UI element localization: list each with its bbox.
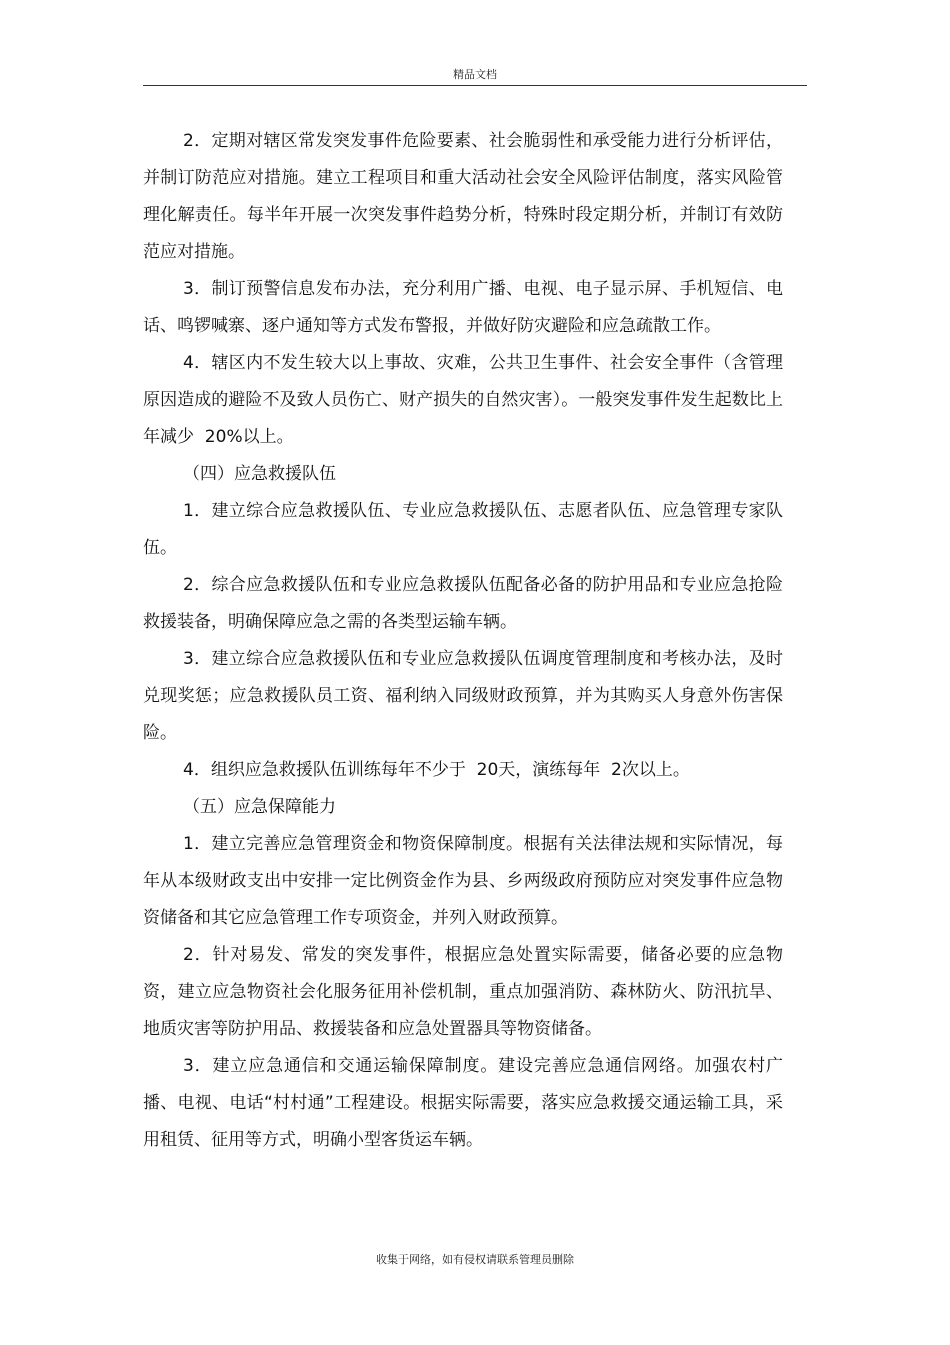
paragraph-team-training: 4．组织应急救援队伍训练每年不少于 20天，演练每年 2次以上。 bbox=[183, 760, 690, 780]
section-heading-support-capacity: （五）应急保障能力 bbox=[183, 797, 336, 817]
page-header: 精品文档 bbox=[453, 68, 497, 81]
section-heading-rescue-teams: （四）应急救援队伍 bbox=[183, 464, 336, 484]
header-divider bbox=[143, 85, 807, 86]
page-footer: 收集于网络，如有侵权请联系管理员删除 bbox=[376, 1253, 574, 1266]
paragraph-risk-assessment: 2．定期对辖区常发突发事件危险要素、社会脆弱性和承受能力进行分析评估，并制订防范应对措施。建立工程项目和重大活动社会安全风险评估制度，落实风险管理化解责任。每半年开展一次突发事件趋势分析，特殊时段定期分析，并制订有效防范应对措施。 bbox=[143, 131, 783, 262]
paragraph-team-equipment: 2．综合应急救援队伍和专业应急救援队伍配备必备的防护用品和专业应急抢险救援装备，明确保障应急之需的各类型运输车辆。 bbox=[143, 575, 783, 632]
paragraph-material-reserves: 2．针对易发、常发的突发事件，根据应急处置实际需要，储备必要的应急物资，建立应急物资社会化服务征用补偿机制，重点加强消防、森林防火、防汛抗旱、地质灾害等防护用品、救援装备和应急处置器具等物资储备。 bbox=[143, 945, 783, 1039]
paragraph-funding: 1．建立完善应急管理资金和物资保障制度。根据有关法律法规和实际情况，每年从本级财政支出中安排一定比例资金作为县、乡两级政府预防应对突发事件应急物资储备和其它应急管理工作专项资金，并列入财政预算。 bbox=[143, 834, 783, 928]
paragraph-incident-reduction: 4．辖区内不发生较大以上事故、灾难，公共卫生事件、社会安全事件（含管理原因造成的避险不及致人员伤亡、财产损失的自然灾害）。一般突发事件发生起数比上年减少 20%以上。 bbox=[143, 353, 783, 447]
paragraph-team-setup: 1．建立综合应急救援队伍、专业应急救援队伍、志愿者队伍、应急管理专家队伍。 bbox=[143, 501, 783, 558]
paragraph-early-warning: 3．制订预警信息发布办法，充分利用广播、电视、电子显示屏、手机短信、电话、鸣锣喊寨、逐户通知等方式发布警报，并做好防灾避险和应急疏散工作。 bbox=[143, 279, 783, 336]
paragraph-team-management: 3．建立综合应急救援队伍和专业应急救援队伍调度管理制度和考核办法，及时兑现奖惩；应急救援队员工资、福利纳入同级财政预算，并为其购买人身意外伤害保险。 bbox=[143, 649, 783, 743]
paragraph-communications-transport: 3．建立应急通信和交通运输保障制度。建设完善应急通信网络。加强农村广播、电视、电话“村村通”工程建设。根据实际需要，落实应急救援交通运输工具，采用租赁、征用等方式，明确小型客货运车辆。 bbox=[143, 1056, 783, 1150]
document-body bbox=[143, 123, 783, 1159]
